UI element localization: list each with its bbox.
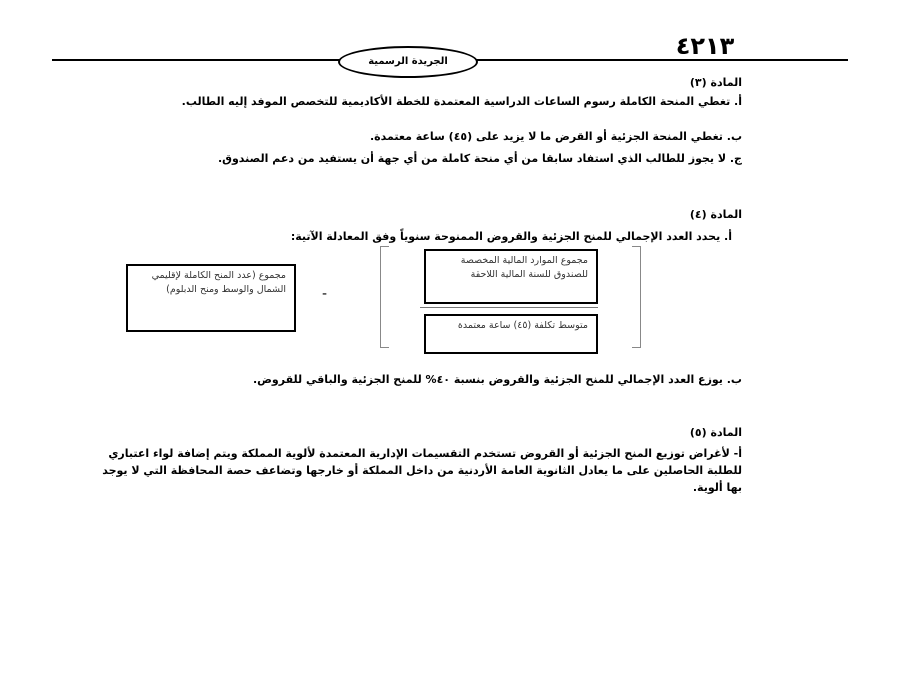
article-4-clause-a: أ. يحدد العدد الإجمالي للمنح الجزئية والقروض الممنوحة سنوياً وفق المعادلة الآتية: [290, 230, 732, 243]
formula-subtracted-text: مجموع (عدد المنح الكاملة لإقليمي الشمال والوسط ومنح الدبلوم) [151, 270, 286, 295]
formula-fraction-bar [420, 307, 598, 308]
article-3-heading: المادة (٣) [689, 76, 742, 89]
formula-bracket-right [632, 246, 641, 348]
article-5-heading: المادة (٥) [689, 426, 742, 439]
formula-numerator-text: مجموع الموارد المالية المخصصة للصندوق للسنة المالية اللاحقة [460, 255, 588, 280]
article-4-heading: المادة (٤) [689, 208, 742, 221]
formula-denominator-text: متوسط تكلفة (٤٥) ساعة معتمدة [457, 320, 588, 331]
formula-numerator-box [424, 249, 598, 304]
formula-bracket-left [380, 246, 389, 348]
article-3-clause-c: ج. لا يجوز للطالب الذي استفاد سابقا من أي منحة كاملة من أي جهة أن يستفيد من دعم الصندوق. [217, 152, 742, 165]
article-3-clause-a: أ. تغطي المنحة الكاملة رسوم الساعات الدراسية المعتمدة للخطة الأكاديمية للتخصص الموفد إليه الطالب. [181, 95, 742, 108]
article-4-clause-b: ب. يوزع العدد الإجمالي للمنح الجزئية والقروض بنسبة ٤٠% للمنح الجزئية والباقي للقروض. [252, 373, 742, 386]
article-5-clause-a: أ- لأغراض توزيع المنح الجزئية أو القروض تستخدم التقسيمات الإدارية المعتمدة لألوية المملكة ويتم إضافة لواء اعتباري للطلبة الحاصلين على ما يعادل الثانوية العامة الأردنية من داخل المملكة أو خارجها وتضاعف حصة المحافظة التي لا يوجد بها ألوية. [102, 447, 742, 494]
article-3-clause-b: ب. تغطي المنحة الجزئية أو القرض ما لا يزيد على (٤٥) ساعة معتمدة. [369, 130, 742, 143]
page-number: ٤٢١٣ [675, 32, 735, 60]
gazette-title-oval: الجريدة الرسمية [338, 46, 478, 78]
formula-denominator-box [424, 314, 598, 354]
formula-subtracted-box [126, 264, 296, 332]
formula-minus-sign: - [322, 286, 328, 302]
